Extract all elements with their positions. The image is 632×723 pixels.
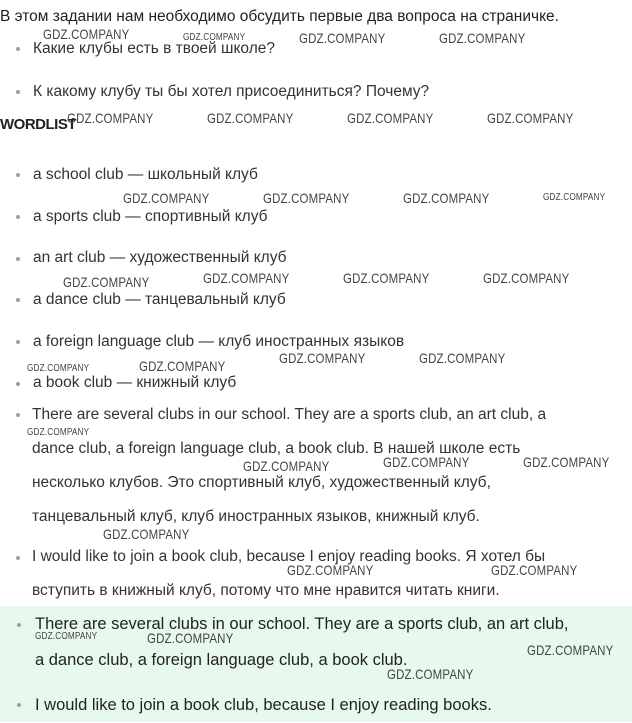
bullet-icon (16, 340, 20, 344)
highlight-answer-1-line-2: a dance club, a foreign language club, a book club. (35, 651, 408, 669)
watermark: GDZ.COMPANY (527, 642, 614, 658)
watermark: GDZ.COMPANY (343, 270, 430, 286)
answer-1-line-4: танцевальный клуб, клуб иностранных языков, книжный клуб. (32, 508, 480, 525)
answer-1-line-1: There are several clubs in our school. They are a sports club, an art club, a (32, 406, 547, 423)
bullet-icon (16, 413, 20, 417)
question-2: К какому клубу ты бы хотел присоединиться? Почему? (33, 83, 430, 100)
bullet-icon (16, 556, 20, 560)
wordlist-heading: WORDLIST (0, 116, 76, 133)
watermark: GDZ.COMPANY (419, 350, 506, 366)
highlight-answer-2: I would like to join a book club, because I enjoy reading books. (35, 696, 492, 714)
watermark: GDZ.COMPANY (403, 190, 490, 206)
question-1: Какие клубы есть в твоей школе? (33, 40, 275, 57)
watermark: GDZ.COMPANY (483, 270, 570, 286)
word-foreign-language-club: a foreign language club — клуб иностранных языков (33, 333, 405, 350)
watermark: GDZ.COMPANY (183, 32, 246, 43)
watermark: GDZ.COMPANY (27, 427, 90, 438)
bullet-icon (17, 623, 21, 627)
word-sports-club: a sports club — спортивный клуб (33, 208, 268, 225)
bullet-icon (16, 382, 20, 386)
watermark: GDZ.COMPANY (287, 562, 374, 578)
highlighted-answer-block (0, 606, 632, 722)
watermark: GDZ.COMPANY (383, 454, 470, 470)
watermark: GDZ.COMPANY (243, 458, 330, 474)
answer-2-line-1: I would like to join a book club, because I enjoy reading books. Я хотел бы (32, 548, 546, 565)
watermark: GDZ.COMPANY (43, 26, 130, 42)
watermark: GDZ.COMPANY (543, 192, 606, 203)
watermark: GDZ.COMPANY (27, 363, 90, 374)
word-book-club: a book club — книжный клуб (33, 374, 237, 391)
watermark: GDZ.COMPANY (263, 190, 350, 206)
watermark: GDZ.COMPANY (35, 631, 98, 642)
watermark: GDZ.COMPANY (207, 110, 294, 126)
watermark: GDZ.COMPANY (439, 30, 526, 46)
highlight-answer-1-line-1: There are several clubs in our school. They are a sports club, an art club, (35, 615, 569, 633)
word-art-club: an art club — художественный клуб (33, 249, 287, 266)
bullet-icon (16, 90, 20, 94)
bullet-icon (16, 257, 20, 261)
watermark: GDZ.COMPANY (347, 110, 434, 126)
watermark: GDZ.COMPANY (67, 110, 154, 126)
watermark: GDZ.COMPANY (123, 190, 210, 206)
watermark: GDZ.COMPANY (299, 30, 386, 46)
word-dance-club: a dance club — танцевальный клуб (33, 291, 286, 308)
watermark: GDZ.COMPANY (491, 562, 578, 578)
bullet-icon (16, 215, 20, 219)
watermark: GDZ.COMPANY (103, 526, 190, 542)
word-school-club: a school club — школьный клуб (33, 166, 258, 183)
watermark: GDZ.COMPANY (203, 270, 290, 286)
watermark: GDZ.COMPANY (279, 350, 366, 366)
watermark: GDZ.COMPANY (139, 358, 226, 374)
bullet-icon (16, 298, 20, 302)
watermark: GDZ.COMPANY (387, 666, 474, 682)
bullet-icon (16, 173, 20, 177)
watermark: GDZ.COMPANY (487, 110, 574, 126)
answer-1-line-2: dance club, a foreign language club, a book club. В нашей школе есть (32, 440, 521, 457)
intro-text: В этом задании нам необходимо обсудить первые два вопроса на страничке. (0, 8, 559, 25)
answer-1-line-3: несколько клубов. Это спортивный клуб, художественный клуб, (32, 474, 491, 491)
watermark: GDZ.COMPANY (523, 454, 610, 470)
answer-2-line-2: вступить в книжный клуб, потому что мне нравится читать книги. (32, 582, 500, 599)
bullet-icon (17, 703, 21, 707)
watermark: GDZ.COMPANY (63, 274, 150, 290)
bullet-icon (16, 47, 20, 51)
watermark: GDZ.COMPANY (147, 630, 234, 646)
